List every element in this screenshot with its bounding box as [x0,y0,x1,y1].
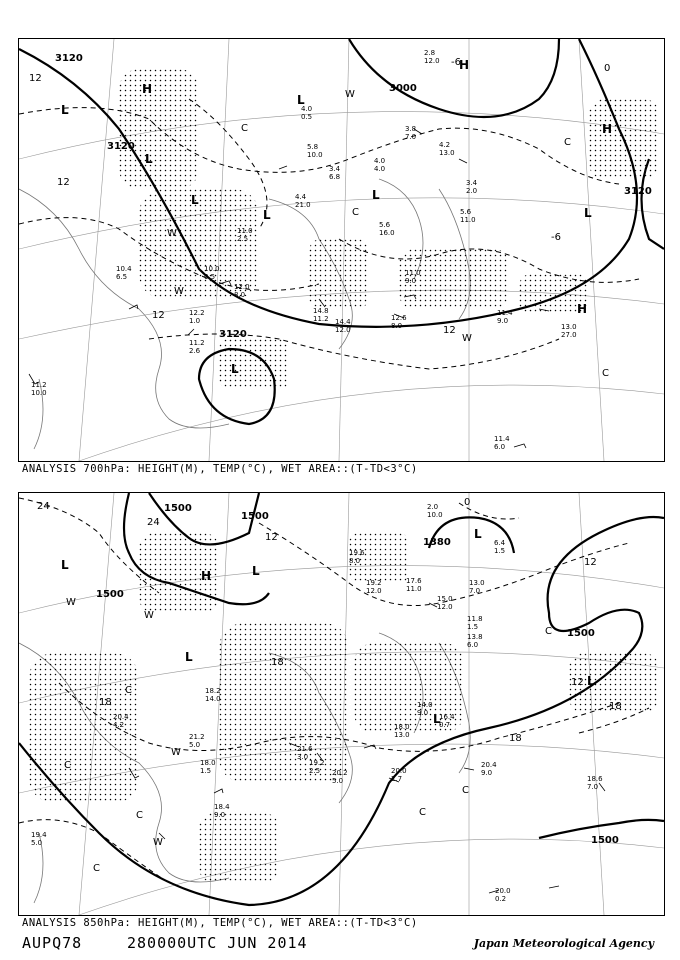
svg-text:12.0: 12.0 [335,326,351,334]
temp-label: 12 [152,310,165,321]
svg-text:9.0: 9.0 [214,811,226,819]
svg-text:5.6: 5.6 [379,221,391,229]
height-label: 1380 [423,537,451,548]
temp-label: 18 [99,697,112,708]
station-plot [391,767,407,783]
svg-text:12.0: 12.0 [424,57,440,65]
warm-center: W [171,747,181,758]
svg-text:12.2: 12.2 [189,309,205,317]
station-plot [189,339,205,355]
station-plot [466,179,478,195]
station-plot [427,503,443,519]
valid-time: 280000UTC JUN 2014 [127,934,308,952]
svg-text:20.0: 20.0 [495,887,511,895]
svg-text:2.5: 2.5 [309,767,321,775]
cold-center: C [564,137,571,148]
station-plot [200,759,216,775]
low-center: L [433,712,441,726]
temp-label: -6 [551,232,561,243]
cold-center: C [125,685,132,696]
svg-text:14.8: 14.8 [313,307,329,315]
svg-text:19.2: 19.2 [366,579,382,587]
svg-text:12.0: 12.0 [437,603,453,611]
cold-center: C [64,760,71,771]
svg-text:20.4: 20.4 [113,713,129,721]
cold-center: C [241,123,248,134]
svg-text:4.0: 4.0 [374,157,386,165]
cold-center: C [93,863,100,874]
low-center: L [61,103,69,117]
high-center: H [602,122,613,136]
warm-center: W [345,89,355,100]
temp-label: 18 [509,733,522,744]
warm-center: W [462,333,472,344]
station-plot [366,579,382,595]
svg-text:11.4: 11.4 [494,435,510,443]
warm-center: W [167,228,177,239]
svg-text:3.4: 3.4 [466,179,478,187]
svg-text:12.6: 12.6 [391,314,407,322]
svg-text:2.8: 2.8 [424,49,436,57]
svg-text:14.0: 14.0 [205,695,221,703]
height-label: 1500 [591,835,619,846]
svg-text:14.4: 14.4 [335,318,351,326]
svg-text:6.4: 6.4 [494,539,506,547]
map-700hpa [19,39,664,461]
svg-text:13.0: 13.0 [439,149,455,157]
svg-text:10.0: 10.0 [31,389,47,397]
svg-text:8.0: 8.0 [391,322,403,330]
wet-areas [29,533,659,883]
station-plot [394,723,410,739]
panel-caption-850hpa: ANALYSIS 850hPa: HEIGHT(M), TEMP(°C), WET AREA::(T-TD<3°C) [22,917,418,929]
temp-label: 18 [271,657,284,668]
svg-text:1.5: 1.5 [494,547,506,555]
low-center: L [584,206,592,220]
svg-text:21.0: 21.0 [295,201,311,209]
svg-text:11.2: 11.2 [31,381,47,389]
temp-label: 0 [604,63,611,74]
svg-text:10.0: 10.0 [204,265,220,273]
svg-text:2.6: 2.6 [189,347,201,355]
svg-text:8.0: 8.0 [234,291,246,299]
station-plot [424,49,440,65]
svg-text:20.0: 20.0 [391,767,407,775]
cold-center: C [352,207,359,218]
map-panel-700hpa [18,38,665,462]
svg-text:9.0: 9.0 [481,769,493,777]
svg-text:2.0: 2.0 [466,187,478,195]
isotherms [19,99,639,369]
station-plot [301,105,312,121]
station-plot [494,539,506,555]
svg-text:18.6: 18.6 [587,775,603,783]
temp-label: -6 [451,57,461,68]
cold-center: C [419,807,426,818]
svg-text:11.0: 11.0 [460,216,476,224]
station-plot [437,595,453,611]
cold-center: C [545,626,552,637]
svg-text:4.0: 4.0 [301,105,313,113]
low-center: L [191,193,199,207]
low-center: L [231,362,239,376]
temp-label: 12 [29,73,42,84]
height-label: 3120 [219,329,247,340]
svg-text:19.4: 19.4 [31,831,47,839]
station-plot [587,775,603,791]
height-label: 1500 [241,511,269,522]
height-label: 3120 [624,186,652,197]
svg-text:6.5: 6.5 [116,273,128,281]
svg-text:11.8: 11.8 [467,615,483,623]
station-plot [189,733,205,749]
svg-text:20.4: 20.4 [481,761,497,769]
station-plot [379,221,395,237]
temp-label: 12 [571,677,584,688]
low-center: L [587,674,595,688]
svg-text:13.0: 13.0 [394,731,410,739]
svg-text:6.0: 6.0 [494,443,506,451]
height-label: 1500 [164,503,192,514]
temp-label: 12 [57,177,70,188]
svg-text:3.4: 3.4 [329,165,341,173]
low-center: L [61,558,69,572]
svg-text:18.2: 18.2 [205,687,221,695]
station-plot [439,141,455,157]
station-plot [495,887,511,903]
svg-text:7.0: 7.0 [405,133,417,141]
low-center: L [185,650,193,664]
svg-text:1.0: 1.0 [189,317,201,325]
svg-text:1.5: 1.5 [467,623,479,631]
svg-text:0.7: 0.7 [439,721,451,729]
svg-text:4.2: 4.2 [113,721,125,729]
high-center: H [459,58,470,72]
svg-text:13.8: 13.8 [467,633,483,641]
svg-text:20.2: 20.2 [332,769,348,777]
svg-text:7.0: 7.0 [587,783,599,791]
svg-text:6.0: 6.0 [467,641,479,649]
svg-text:27.0: 27.0 [561,331,577,339]
cold-center: C [136,810,143,821]
svg-text:11.2: 11.2 [189,339,205,347]
svg-text:19.6: 19.6 [349,549,365,557]
warm-center: W [174,286,184,297]
panel-caption-700hpa: ANALYSIS 700hPa: HEIGHT(M), TEMP(°C), WET AREA::(T-TD<3°C) [22,463,418,475]
svg-text:19.2: 19.2 [309,759,325,767]
svg-text:5.8: 5.8 [307,143,319,151]
station-plot [31,831,47,847]
svg-text:2.7: 2.7 [391,775,403,783]
svg-text:11.2: 11.2 [313,315,329,323]
temp-label: 24 [37,501,50,512]
svg-text:10.0: 10.0 [307,151,323,159]
svg-text:10.4: 10.4 [116,265,132,273]
svg-text:11.0: 11.0 [406,585,422,593]
svg-text:17.6: 17.6 [406,577,422,585]
svg-text:18.0: 18.0 [200,759,216,767]
cold-center: C [602,368,609,379]
temp-label: 12 [443,325,456,336]
station-plot [307,143,323,159]
station-plot [313,307,329,323]
svg-text:18.4: 18.4 [214,803,230,811]
svg-text:0.5: 0.5 [301,113,313,121]
height-label: 3120 [107,141,135,152]
svg-text:4.2: 4.2 [439,141,451,149]
station-plot [335,318,351,334]
map-panel-850hpa [18,492,665,916]
product-id: AUPQ78 [22,934,83,952]
svg-text:13.0: 13.0 [561,323,577,331]
warm-center: W [153,837,163,848]
station-plot [494,435,510,451]
svg-text:14.0: 14.0 [417,701,433,709]
low-center: L [297,93,305,107]
station-plot [460,208,476,224]
station-plot [405,125,416,141]
svg-text:16.4: 16.4 [439,713,455,721]
svg-text:12.0: 12.0 [234,283,250,291]
station-plot [374,157,385,173]
svg-text:21.6: 21.6 [297,745,313,753]
station-plot [497,309,513,325]
svg-text:5.0: 5.0 [189,741,201,749]
svg-text:2.0: 2.0 [427,503,439,511]
svg-text:0.2: 0.2 [495,895,507,903]
station-plot [116,265,132,281]
high-center: H [577,302,588,316]
temp-label: 12 [265,532,278,543]
station-plot [481,761,497,777]
low-center: L [263,208,271,222]
svg-text:16.0: 16.0 [379,229,395,237]
temp-label: 24 [147,517,160,528]
map-850hpa [19,493,664,915]
height-label: 1500 [96,589,124,600]
high-center: H [142,82,153,96]
high-center: H [201,569,212,583]
height-label: 3000 [389,83,417,94]
low-center: L [145,152,153,166]
svg-text:0.5: 0.5 [204,273,216,281]
station-plot [332,769,348,785]
station-plot [205,687,221,703]
svg-text:12.0: 12.0 [366,587,382,595]
warm-center: W [144,610,154,621]
station-plot [189,309,205,325]
svg-text:4.0: 4.0 [374,165,386,173]
svg-text:2.5: 2.5 [237,235,249,243]
svg-text:5.0: 5.0 [31,839,43,847]
svg-text:13.0: 13.0 [469,579,485,587]
height-label: 1500 [567,628,595,639]
svg-text:10.0: 10.0 [427,511,443,519]
svg-text:6.8: 6.8 [329,173,341,181]
station-plot [295,193,311,209]
svg-text:21.2: 21.2 [189,733,205,741]
svg-text:5.0: 5.0 [332,777,344,785]
agency-name: Japan Meteorological Agency [473,937,654,950]
station-plot [406,577,422,593]
svg-text:4.4: 4.4 [295,193,307,201]
svg-text:15.0: 15.0 [437,595,453,603]
station-plot [329,165,341,181]
svg-text:9.0: 9.0 [405,277,417,285]
cold-center: C [462,785,469,796]
svg-text:3.8: 3.8 [405,125,417,133]
temp-label: 0 [464,497,471,508]
temp-label: 18 [609,701,622,712]
low-center: L [372,188,380,202]
station-plot [561,323,577,339]
svg-text:11.0: 11.0 [237,227,253,235]
station-plot [467,633,483,649]
svg-text:3.0: 3.0 [297,753,309,761]
low-center: L [474,527,482,541]
station-plot [467,615,483,631]
svg-text:1.5: 1.5 [200,767,212,775]
svg-text:7.0: 7.0 [469,587,481,595]
svg-text:9.0: 9.0 [417,709,429,717]
height-label: 3120 [55,53,83,64]
svg-text:18.0: 18.0 [394,723,410,731]
warm-center: W [66,597,76,608]
svg-text:5.6: 5.6 [460,208,472,216]
low-center: L [252,564,260,578]
svg-text:11.0: 11.0 [405,269,421,277]
station-plot [31,381,47,397]
svg-text:8.0: 8.0 [349,557,361,565]
svg-text:9.0: 9.0 [497,317,509,325]
svg-text:11.4: 11.4 [497,309,513,317]
temp-label: 12 [584,557,597,568]
